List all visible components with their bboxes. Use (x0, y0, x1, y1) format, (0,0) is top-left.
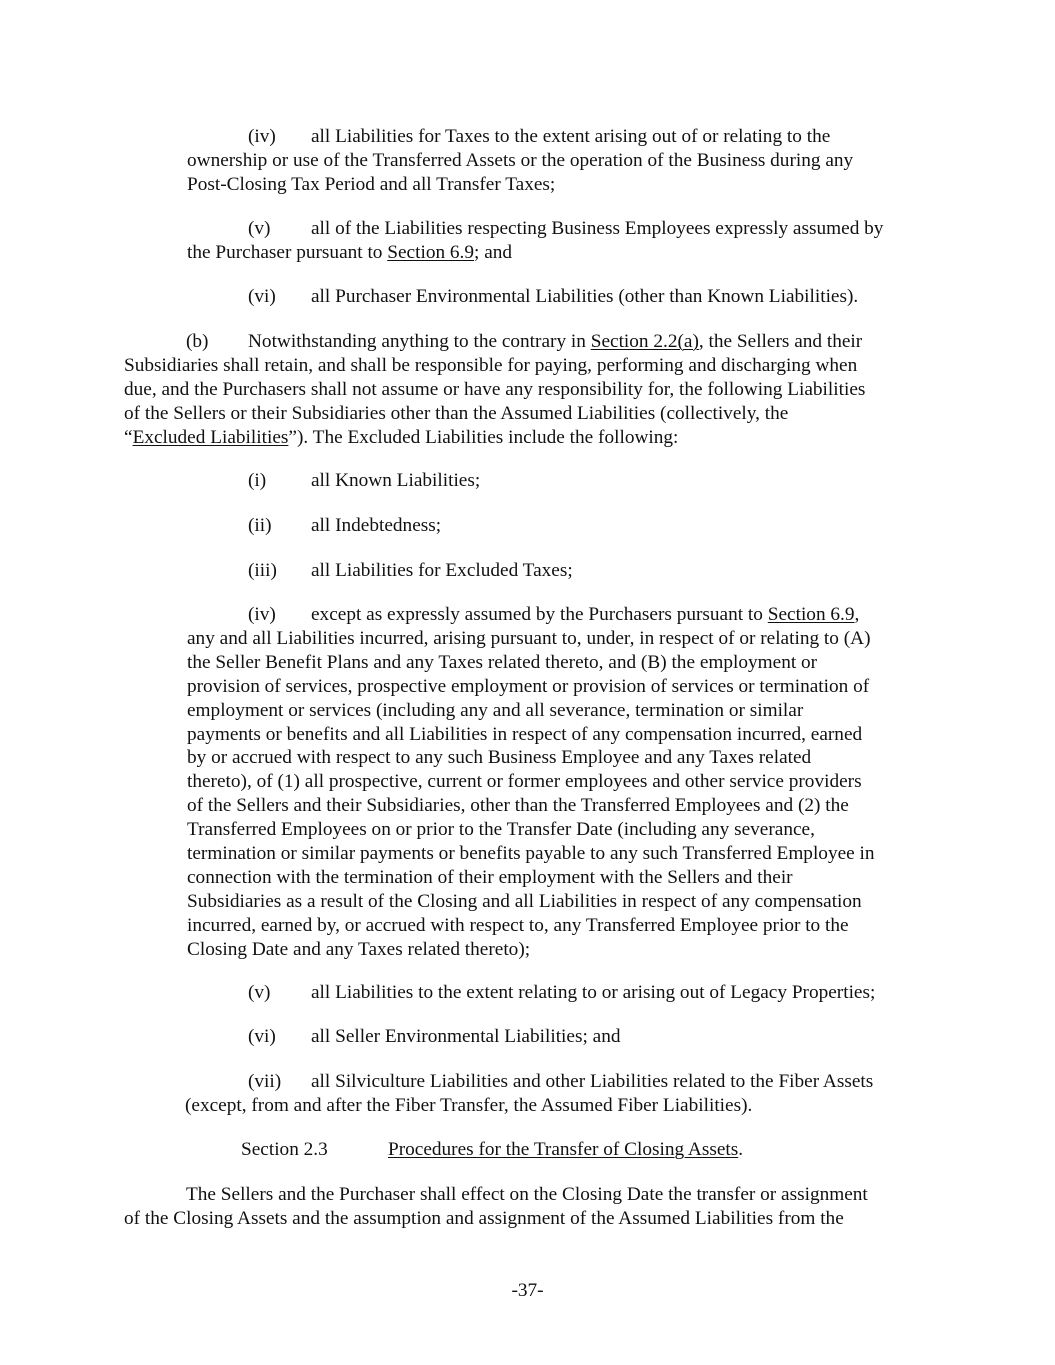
defined-term: Excluded Liabilities (132, 426, 289, 448)
item-text: Closing Date and any Taxes related thereto); (187, 938, 531, 960)
item-b-v (248, 981, 875, 1005)
item-text: all Indebtedness; (311, 515, 442, 536)
item-text: termination or similar payments or benefits payable to any such Transferred Employee in (187, 843, 875, 865)
item-label: (v) (248, 218, 271, 239)
item-label: (vi) (248, 1026, 276, 1047)
item-a-vi (248, 285, 858, 309)
item-text: except as expressly assumed by the Purchasers pursuant to (311, 604, 768, 625)
item-label: (vii) (248, 1071, 282, 1092)
item-text: by or accrued with respect to any such Business Employee and any Taxes related (187, 747, 812, 769)
item-label: (v) (248, 982, 271, 1003)
item-text: ownership or use of the Transferred Assets or the operation of the Business during any (187, 149, 854, 171)
paragraph-text: The Sellers and the Purchaser shall effect on the Closing Date the transfer or assignment (186, 1184, 868, 1205)
item-text: all Liabilities for Taxes to the extent arising out of or relating to the (311, 126, 831, 147)
item-text: all Purchaser Environmental Liabilities (other than Known Liabilities). (311, 286, 859, 307)
item-label: (vi) (248, 286, 276, 307)
page-number: -37- (511, 1280, 544, 1301)
item-b-i (248, 469, 480, 493)
item-text: incurred, earned by, or accrued with respect to, any Transferred Employee prior to the (187, 914, 849, 936)
item-label: (i) (248, 470, 267, 491)
paragraph-text: of the Sellers or their Subsidiaries other than the Assumed Liabilities (collectively, the (124, 402, 789, 424)
paragraph-text: Subsidiaries shall retain, and shall be responsible for paying, performing and discharging when (124, 354, 858, 376)
item-label: (ii) (248, 515, 272, 536)
item-text: employment or services (including any and all severance, termination or similar (187, 699, 804, 721)
section-title-period: . (738, 1139, 744, 1160)
item-text: all Known Liabilities; (311, 470, 481, 491)
item-b-iii (248, 559, 573, 583)
paragraph-text: due, and the Purchasers shall not assume or have any responsibility for, the following Liabilities (124, 378, 866, 400)
item-b-vi (248, 1025, 621, 1049)
item-b-ii (248, 514, 441, 538)
item-text: (except, from and after the Fiber Transfer, the Assumed Fiber Liabilities). (185, 1094, 753, 1116)
item-label: (iv) (248, 126, 276, 147)
closing-paragraph (124, 1183, 868, 1231)
item-label: (iv) (248, 604, 276, 625)
item-text: all Liabilities for Excluded Taxes; (311, 560, 573, 581)
paragraph-text: ”). The Excluded Liabilities include the following: (288, 426, 679, 448)
item-text: all Seller Environmental Liabilities; and (311, 1026, 621, 1047)
section-reference-link[interactable]: Section 6.9 (767, 604, 855, 625)
item-text: all Silviculture Liabilities and other Liabilities related to the Fiber Assets (311, 1071, 874, 1092)
item-text: ; and (474, 241, 513, 263)
item-text: payments or benefits and all Liabilities in respect of any compensation incurred, earned (187, 723, 863, 745)
section-reference-link[interactable]: Section 2.2(a) (590, 331, 699, 352)
item-text: the Seller Benefit Plans and any Taxes related thereto, and (B) the employment or (187, 651, 818, 673)
item-text: Subsidiaries as a result of the Closing and all Liabilities in respect of any compensation (187, 890, 862, 912)
item-text: Transferred Employees on or prior to the Transfer Date (including any severance, (187, 819, 815, 841)
paragraph-text: Notwithstanding anything to the contrary in (248, 331, 591, 352)
section-title: Procedures for the Transfer of Closing Assets (388, 1139, 739, 1160)
paragraph-text: “ (124, 426, 133, 448)
section-reference-link[interactable]: Section 6.9 (387, 241, 475, 263)
item-text: of the Sellers and their Subsidiaries, other than the Transferred Employees and (2) the (187, 795, 849, 817)
section-heading (241, 1138, 743, 1162)
item-text: any and all Liabilities incurred, arising pursuant to, under, in respect of or relating to (A) (187, 627, 871, 649)
item-text: connection with the termination of their employment with the Sellers and their (187, 866, 793, 888)
item-text: all of the Liabilities respecting Business Employees expressly assumed by (311, 218, 884, 239)
paragraph-label: (b) (186, 331, 209, 352)
section-number: Section 2.3 (241, 1139, 328, 1160)
item-b-vii (187, 1070, 873, 1118)
paragraph-text: of the Closing Assets and the assumption and assignment of the Assumed Liabilities from the (124, 1207, 844, 1229)
paragraph-text: , the Sellers and their (698, 331, 863, 352)
item-label: (iii) (248, 560, 277, 581)
item-b-iv (187, 603, 875, 962)
item-text: provision of services, prospective employment or provision of services or termination of (187, 675, 870, 697)
paragraph-b (124, 330, 865, 450)
item-a-iv (187, 125, 853, 197)
item-text: all Liabilities to the extent relating to or arising out of Legacy Properties; (311, 982, 876, 1003)
item-text: the Purchaser pursuant to (187, 241, 388, 263)
item-text: thereto), of (1) all prospective, current or former employees and other service providers (187, 771, 862, 793)
item-text: Post-Closing Tax Period and all Transfer Taxes; (187, 173, 556, 195)
item-text: , (854, 604, 860, 625)
item-a-v (187, 217, 883, 265)
